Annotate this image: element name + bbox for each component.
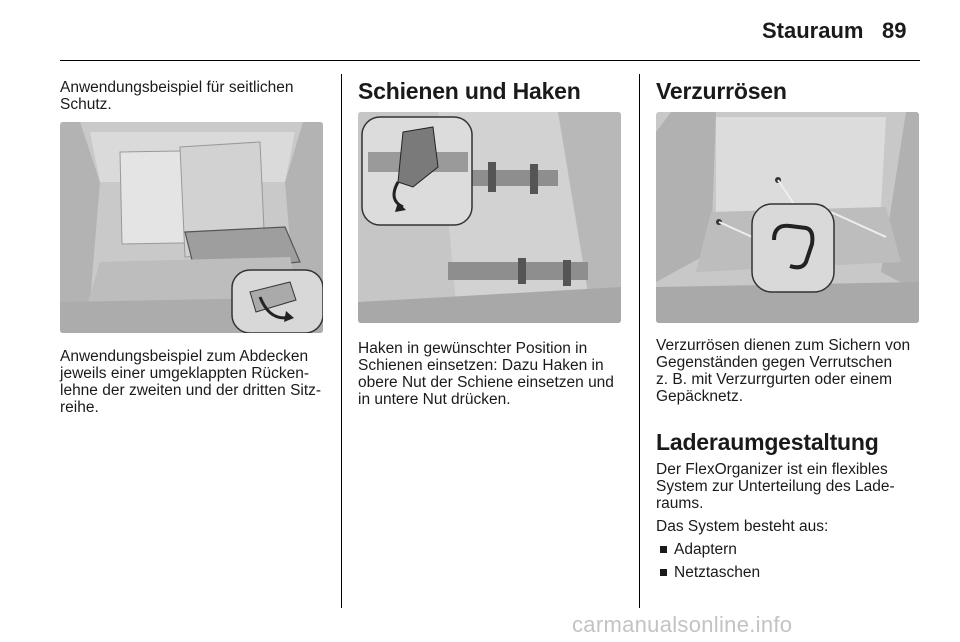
list-item (656, 564, 760, 587)
caption-line: Anwendungsbeispiel zum Abdecken (60, 348, 309, 365)
caption-cover-example (60, 348, 321, 416)
header-rule (60, 60, 920, 61)
bullet-square-icon (660, 546, 667, 553)
body-line: raums. (656, 495, 704, 512)
rails-hooks-illustration (358, 112, 621, 323)
caption-side-protection (60, 79, 294, 113)
list-item-label: Adaptern (674, 541, 737, 558)
body-line: Verzurrösen dienen zum Sichern von (656, 337, 911, 354)
cargo-cover-illustration (60, 122, 323, 333)
body-line: Schienen einsetzen: Dazu Haken in (358, 357, 604, 374)
body-line: in untere Nut drücken. (358, 391, 511, 408)
caption-line: Schutz. (60, 96, 112, 113)
body-line: obere Nut der Schiene einsetzen und (358, 374, 614, 391)
caption-line: lehne der zweiten und der dritten Sitz- (60, 382, 322, 399)
body-line: Gepäcknetz. (656, 388, 744, 405)
cargo-layout-description (656, 461, 895, 512)
lashing-eyes-description (656, 337, 910, 405)
rails-hooks-instructions (358, 340, 614, 408)
lashing-eyes-illustration (656, 112, 919, 323)
component-list (656, 541, 760, 587)
body-line: Gegenständen gegen Verrutschen (656, 354, 893, 371)
section-heading-cargo-layout: Laderaumgestaltung (656, 429, 879, 455)
caption-line: reihe. (60, 399, 99, 416)
watermark: carmanualsonline.info (572, 612, 793, 637)
caption-line: Anwendungsbeispiel für seitlichen (60, 79, 294, 96)
list-intro: Das System besteht aus: (656, 518, 829, 535)
bullet-square-icon (660, 569, 667, 576)
caption-line: jeweils einer umgeklappten Rücken- (60, 365, 309, 382)
body-line: Der FlexOrganizer ist ein flexibles (656, 461, 888, 478)
column-divider (341, 74, 342, 608)
page-header-title: Stauraum (762, 18, 864, 43)
body-line: Haken in gewünschter Position in (358, 340, 588, 357)
section-heading-rails-hooks: Schienen und Haken (358, 78, 581, 104)
body-line: z. B. mit Verzurrgurten oder einem (656, 371, 893, 388)
page-number: 89 (882, 18, 907, 43)
column-divider (639, 74, 640, 608)
list-item-label: Netztaschen (674, 564, 761, 581)
body-line: System zur Unterteilung des Lade- (656, 478, 895, 495)
section-heading-lashing-eyes: Verzurrösen (656, 78, 787, 104)
list-item (656, 541, 760, 564)
